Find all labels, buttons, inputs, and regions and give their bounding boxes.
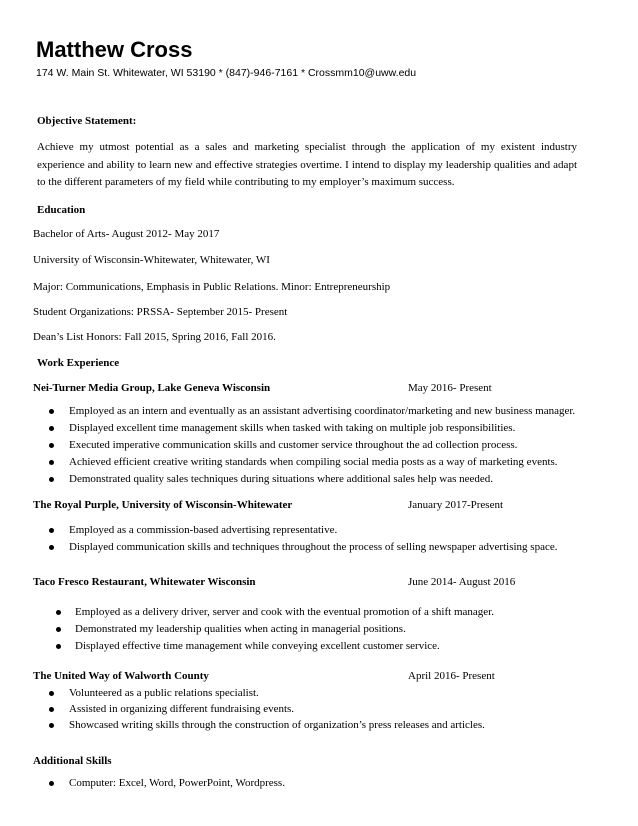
bullet-icon — [49, 723, 54, 728]
bullet-icon — [49, 460, 54, 465]
job-bullet: Demonstrated quality sales techniques during situations where additional sales help was needed. — [69, 473, 493, 485]
objective-heading: Objective Statement: — [37, 115, 137, 127]
job-bullet: Employed as a delivery driver, server and cook with the eventual promotion of a shift manager. — [75, 606, 494, 618]
bullet-icon — [49, 545, 54, 550]
job-title: Nei-Turner Media Group, Lake Geneva Wisconsin — [33, 382, 271, 394]
job-date: April 2016- Present — [408, 670, 495, 682]
bullet-icon — [56, 644, 61, 649]
contact-info: 174 W. Main St. Whitewater, WI 53190 * (847)-946-7161 * Crossmm10@uww.edu — [36, 67, 417, 79]
bullet-icon — [49, 707, 54, 712]
education-heading: Education — [37, 204, 86, 216]
job-bullet: Achieved efficient creative writing standards when compiling social media posts as a way of marketing events. — [69, 456, 558, 468]
job-date: May 2016- Present — [408, 382, 492, 394]
job-title: The United Way of Walworth County — [33, 670, 209, 682]
job-bullet: Displayed effective time management while conveying excellent customer service. — [75, 640, 440, 652]
work-heading: Work Experience — [37, 357, 120, 369]
job-bullet: Showcased writing skills through the construction of organization’s press releases and articles. — [69, 719, 485, 731]
education-major: Major: Communications, Emphasis in Public Relations. Minor: Entrepreneurship — [33, 281, 391, 293]
job-bullet: Assisted in organizing different fundraising events. — [69, 703, 295, 715]
bullet-icon — [49, 477, 54, 482]
bullet-icon — [56, 610, 61, 615]
bullet-icon — [49, 426, 54, 431]
job-bullet: Employed as a commission-based advertising representative. — [69, 524, 338, 536]
job-bullet: Displayed excellent time management skills when tasked with taking on multiple job responsibilities. — [69, 422, 516, 434]
job-date: June 2014- August 2016 — [408, 576, 516, 588]
job-bullet: Demonstrated my leadership qualities when acting in managerial positions. — [75, 623, 406, 635]
skills-heading: Additional Skills — [33, 755, 112, 767]
bullet-icon — [49, 443, 54, 448]
job-bullet: Displayed communication skills and techniques throughout the process of selling newspaper advertising space. — [69, 541, 558, 553]
job-title: The Royal Purple, University of Wisconsin-Whitewater — [33, 499, 293, 511]
bullet-icon — [49, 691, 54, 696]
job-bullet: Executed imperative communication skills and customer service throughout the ad collection process. — [69, 439, 518, 451]
resume-name: Matthew Cross — [36, 37, 193, 62]
education-honors: Dean’s List Honors: Fall 2015, Spring 2016, Fall 2016. — [33, 331, 276, 343]
bullet-icon — [49, 409, 54, 414]
bullet-icon — [49, 781, 54, 786]
bullet-icon — [49, 528, 54, 533]
education-degree: Bachelor of Arts- August 2012- May 2017 — [33, 228, 220, 240]
job-title: Taco Fresco Restaurant, Whitewater Wisconsin — [33, 576, 256, 588]
education-university: University of Wisconsin-Whitewater, Whitewater, WI — [33, 254, 270, 266]
skill-bullet: Computer: Excel, Word, PowerPoint, Wordpress. — [69, 777, 285, 789]
objective-text: Achieve my utmost potential as a sales and marketing specialist through the application of my existent industry experience and ability to learn new and effective strategies overtime. I intend to display my leadership qualities and adapt to the different parameters of my field while contributing to my employer’s maximum success. — [37, 141, 577, 188]
education-organizations: Student Organizations: PRSSA- September 2015- Present — [33, 306, 288, 318]
job-bullet: Volunteered as a public relations specialist. — [69, 687, 259, 699]
job-date: January 2017-Present — [408, 499, 504, 511]
job-bullet: Employed as an intern and eventually as an assistant advertising coordinator/marketing and new business manager. — [69, 405, 576, 417]
bullet-icon — [56, 627, 61, 632]
